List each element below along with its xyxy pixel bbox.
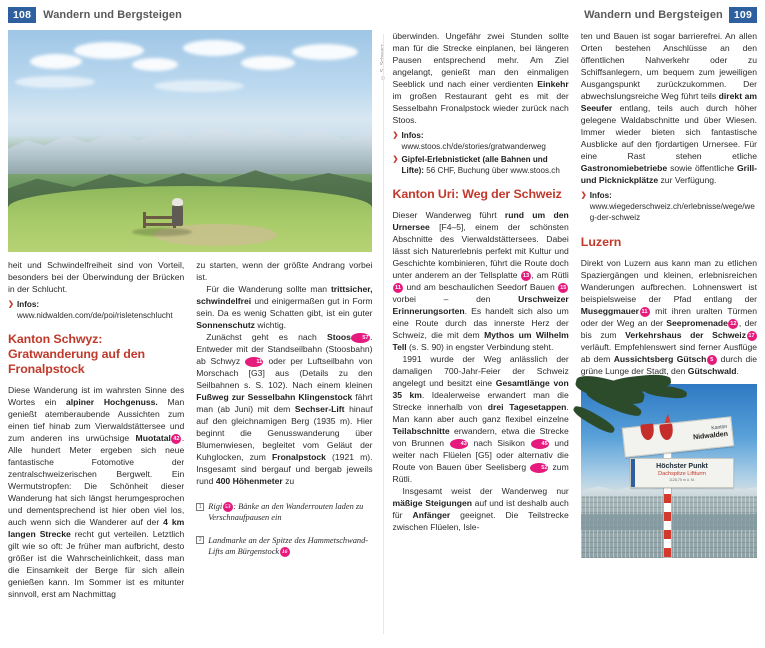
map-badge: 57 <box>351 333 369 343</box>
right-running-head <box>393 0 758 30</box>
caption-block <box>196 501 372 558</box>
seated-hiker <box>172 204 183 226</box>
t: rund um den Urnersee <box>392 210 569 233</box>
section-heading-uri: Kanton Uri: Weg der Schweiz <box>392 187 562 202</box>
c2-paragraph-3 <box>196 331 372 487</box>
map-badge: 52 <box>530 463 548 473</box>
t: Teilabschnitte <box>392 426 450 437</box>
c1-paragraph-2 <box>8 384 184 600</box>
t: erwandern, etwa die Strecke von Brunnen <box>392 426 569 449</box>
t: zu <box>282 476 295 486</box>
map-badge: 11 <box>245 357 263 367</box>
running-head-title-right: Wandern und Bergsteigen <box>584 9 723 21</box>
summit-elevation: 1128,75 m ü. M. <box>669 477 695 482</box>
list-item <box>8 299 184 321</box>
t: und weiter nach Flüelen [G5] oder alternativ die Route von Bauen über Seelisberg <box>392 438 569 473</box>
folio-left: 108 <box>8 7 36 23</box>
t: . Entweder mit der Standseilbahn (Stoosbahn) ab Schwyz <box>196 332 373 366</box>
info-label: Infos: <box>589 191 612 200</box>
folio-right: 109 <box>729 7 757 23</box>
c4-infos-list <box>581 190 757 224</box>
t: oder per Luftseilbahn von Morschach [G3] aus (Details zu den Seilbahnen s. S. 102). Nach einem kleinen <box>196 356 373 390</box>
photo-caption-1 <box>196 501 372 524</box>
t: wichtig. <box>254 320 287 330</box>
t: Urschweizer Erinnerungsorten <box>392 294 569 317</box>
caption-number: 1 <box>196 503 204 511</box>
c4-paragraph-1 <box>581 30 757 186</box>
clouds <box>8 36 372 126</box>
t: Mythos um Wilhelm Tell <box>392 330 569 353</box>
t: auf und ist deshalb auch für <box>392 498 569 521</box>
t: drei Tagesetappen <box>487 402 567 413</box>
t: mit ihren uralten Türmen oder der Weg an der <box>580 305 757 328</box>
t: . Man kann aber auch ganz flexibel einzelne <box>392 402 569 425</box>
info-text: 56 CHF, Buchung über www.stoos.ch <box>423 166 560 176</box>
t: . <box>736 365 739 376</box>
map-badge: 15 <box>560 285 567 292</box>
t: fährt man (ab Juni) mit dem <box>196 392 373 414</box>
map-badge: 5 <box>707 355 717 365</box>
c3-paragraph-1 <box>393 30 569 126</box>
t: verläuft. Empfehlenswert sind ferner Ausflüge ab dem <box>580 341 757 364</box>
photo-caption-2 <box>196 535 372 558</box>
info-text: www.wiegederschweiz.ch/erlebnisse/wege/weg-der-schweiz <box>589 202 755 223</box>
t: Insgesamt weist der Wanderweg nur <box>402 486 569 497</box>
photo-summit-signpost <box>581 384 757 558</box>
t: (1921 m). Insgesamt sind bergauf und bergab jeweils rund <box>196 452 373 486</box>
info-label: Gipfel-Erlebnisticket (alle Bahnen und Lifte): <box>401 154 548 176</box>
right-page-columns <box>393 30 758 558</box>
map-badge: 11 <box>640 307 650 317</box>
c1-infos-list <box>8 299 184 321</box>
sign-plate-kanton <box>622 416 735 457</box>
t: Man genießt atemberaubende Aussichten zum einen tief hinab zum Vierwaldstättersee und zum anderen ins urwüchsige <box>8 397 185 444</box>
photo-alpine-viewpoint-bench <box>8 30 372 252</box>
t: trittsicher, schwindelfrei <box>196 284 373 306</box>
t: entlang, teils auch durch höher gelegene Waldabschnitte und über Wiesen. Immer wieder bieten sich fantastische Ausblicke auf den fjordartigen Urnersee. Für eine Rast stehen etliche <box>580 103 757 161</box>
t: vorbei – den <box>392 294 519 305</box>
t: zum Rütli. <box>392 462 569 485</box>
t: durch die grüne Lunge der Stadt, den <box>580 353 757 376</box>
list-item <box>581 190 757 224</box>
t: Aussichtsberg Gütsch <box>613 353 707 364</box>
map-badge: 17 <box>748 332 755 339</box>
t: (s. S. 90) in engster Verbindung steht. <box>406 342 554 353</box>
list-item <box>393 130 569 152</box>
t: Rigi <box>208 502 223 511</box>
t: Sonnenschutz <box>196 320 255 330</box>
t: alpiner Hochgenuss. <box>65 397 158 408</box>
t: Einkehr <box>537 79 569 89</box>
c1-paragraph-1: heit und Schwindelfreiheit sind von Vorteil, besonders bei der Überwindung der Brücken in der Schlucht. <box>8 260 185 294</box>
c3-paragraph-2 <box>393 209 569 353</box>
t: sowie öffentliche <box>667 163 737 173</box>
info-text: www.stoos.ch/de/stories/gratwanderweg <box>401 142 546 152</box>
info-text: www.nidwalden.com/de/poi/risletenschlucht <box>17 311 173 321</box>
t: , der bis zum <box>580 317 757 340</box>
t: 4 km langen Strecke <box>8 517 185 540</box>
summit-title: Höchster Punkt <box>656 463 708 471</box>
t: 1991 wurde der Weg anlässlich der damaligen 700-Jahr-Feier der Schweiz angelegt und besitzt eine <box>392 354 569 389</box>
map-badge: 45 <box>531 439 549 449</box>
map-badge: 12 <box>730 320 737 327</box>
c2-paragraph-1: zu starten, wenn der größte Andrang vorbei ist. <box>196 260 373 282</box>
kanton-text <box>692 425 728 442</box>
map-badge: 42 <box>173 436 180 443</box>
t: Muotatal <box>135 433 171 444</box>
column-2 <box>196 259 372 600</box>
t: recht gut verteilen. Letztlich gilt wie so oft: Je früher man aufbricht, desto größer ist die Wahrscheinlichkeit, dass man die Einsamkeit der Berge für sich allein genießen kann. Im Sommer ist es mitunter sinnvoll, erst am Nachmittag <box>8 529 185 600</box>
t: nach Sisikon <box>468 438 531 449</box>
t: Seepromenade <box>666 317 728 328</box>
t: Anfänger <box>412 510 451 521</box>
t: . Es handelt sich also um eine Route durch das innerste Herz der Schweiz, die mit dem <box>392 306 569 341</box>
t: Gesamtlänge von 35 km <box>392 378 569 401</box>
column-1 <box>8 259 184 600</box>
summit-subtitle: Dachspitze Liftturm <box>658 471 706 478</box>
t: Zunächst geht es nach <box>206 332 327 342</box>
list-item <box>393 154 569 176</box>
map-badge: 13 <box>522 273 530 280</box>
t: und am beschaulichen Seedorf Bauen <box>403 282 558 293</box>
t: im großen Restaurant geht es mit der Sesselbahn Fronalpstock wieder zurück nach Stoos. <box>392 91 569 125</box>
section-heading-schwyz: Kanton Schwyz: Gratwanderung auf den Fronalpstock <box>8 332 145 377</box>
t: Sechser-Lift <box>294 404 345 414</box>
c3-paragraph-4 <box>393 485 569 533</box>
t: Gastronomiebetriebe <box>580 163 668 173</box>
map-badge: 43 <box>450 439 468 449</box>
column-3 <box>393 30 569 558</box>
t: , am Rütli <box>531 270 569 281</box>
t: Fußweg zur Sesselbahn Klingenstock <box>196 392 353 402</box>
right-page <box>383 0 765 648</box>
t: direkt am Seeufer <box>580 91 757 113</box>
t: Für die Wanderung sollte man <box>206 284 331 294</box>
left-page-columns <box>8 259 373 600</box>
t: . Idealerweise erwandert man die Strecke innerhalb von <box>392 390 569 413</box>
t: Verkehrshaus der Schweiz <box>625 329 746 340</box>
map-badge: 53 <box>223 502 233 512</box>
caption-number: 2 <box>196 536 204 544</box>
info-label: Infos: <box>17 300 40 309</box>
section-heading-luzern: Luzern <box>580 234 622 249</box>
t: und einigermaßen gut in Form sein. Da es wenig Schatten gibt, ist ein guter <box>196 296 373 318</box>
t: . Alle hundert Meter ergeben sich neue fantastische Fotomotive der zentralschweizerischen Bergwelt. Ein Wermutstropfen: Die Schönheit dieser Wanderung hat sich längst herumgesprochen und dementsprechend ist hier oben viel los, auch wenn sich die Wanderer auf der <box>8 433 185 528</box>
kanton-label: Kanton <box>711 423 728 432</box>
photo-credit-wrap <box>360 38 370 98</box>
left-running-head <box>8 0 373 30</box>
column-4 <box>581 30 757 558</box>
running-head-title-left: Wandern und Bergsteigen <box>43 9 182 21</box>
t: geeignet. Die Teilstrecke zwischen Flüelen, Isle- <box>392 510 569 533</box>
t: 400 Höhenmeter <box>215 476 283 486</box>
c3-paragraph-3 <box>393 353 569 485</box>
c2-paragraph-2 <box>196 283 372 331</box>
map-badge: 16 <box>280 547 290 557</box>
t: : Bänke an den Wanderrouten laden zu Verschnaufpausen ein <box>208 502 364 523</box>
bench-shadow <box>132 228 192 236</box>
page-gutter <box>383 34 384 634</box>
c4-paragraph-2 <box>581 257 757 377</box>
t: überwinden. Ungefähr zwei Stunden sollte man für die Strecke einplanen, bei längeren Pausen entsprechend mehr. Am Ziel angelangt, genießt man den einmaligen Seeblick und nach einer verdienten <box>392 31 569 89</box>
t: Landmarke an der Spitze des Hammetschwand-Lifts am Bürgenstock <box>208 535 369 557</box>
t: [F4–5], einem der schönsten Abschnitte des Vierwaldstättersees. Dabei lässt sich Naturerlebnis perfekt mit Kultur und Geschichte kombinieren, führt die Route doch unter anderem an der Tellsplatte <box>392 222 569 281</box>
map-badge: 11 <box>393 283 403 293</box>
info-label: Infos: <box>401 131 424 140</box>
t: Fronalpstock <box>271 452 326 462</box>
t: hinauf auf den gleichnamigen Berg (1935 m). Hier beginnt die Genusswanderung über Blumenwiesen, begleitet vom Geläut der Kuhglocken, zum <box>196 404 373 462</box>
t: Dieser Wanderweg führt <box>392 210 505 221</box>
kanton-name: Nidwalden <box>692 430 729 441</box>
t: Direkt von Luzern aus kann man zu etlichen Spaziergängen und kleinen, erlebnisreichen Wanderungen aufbrechen. Lohnenswert ist beispielsweise der Pfad entlang der <box>580 257 757 304</box>
c3-infos-list <box>393 130 569 176</box>
t: Stoos <box>327 332 351 342</box>
t: Gütschwald <box>687 365 737 376</box>
sign-plate-summit <box>630 458 734 488</box>
t: mäßige Steigungen <box>392 498 472 509</box>
t: Museggmauer <box>580 305 640 316</box>
t: Diese Wanderung ist im wahrsten Sinne des Wortes ein <box>8 385 185 408</box>
t: zur Verfügung. <box>658 175 717 185</box>
t: Grill- und Picknickplätze <box>580 163 757 185</box>
t: ten und Bauen ist sogar barrierefrei. An allen Orten bestehen Anschlüsse an den öffentlichen Nahverkehr oder zu Schiffsanlegern, um bequem zum jeweiligen Ausgangspunkt zurückzukommen. Der abwechslungsreiche Weg führt teils <box>580 31 757 101</box>
